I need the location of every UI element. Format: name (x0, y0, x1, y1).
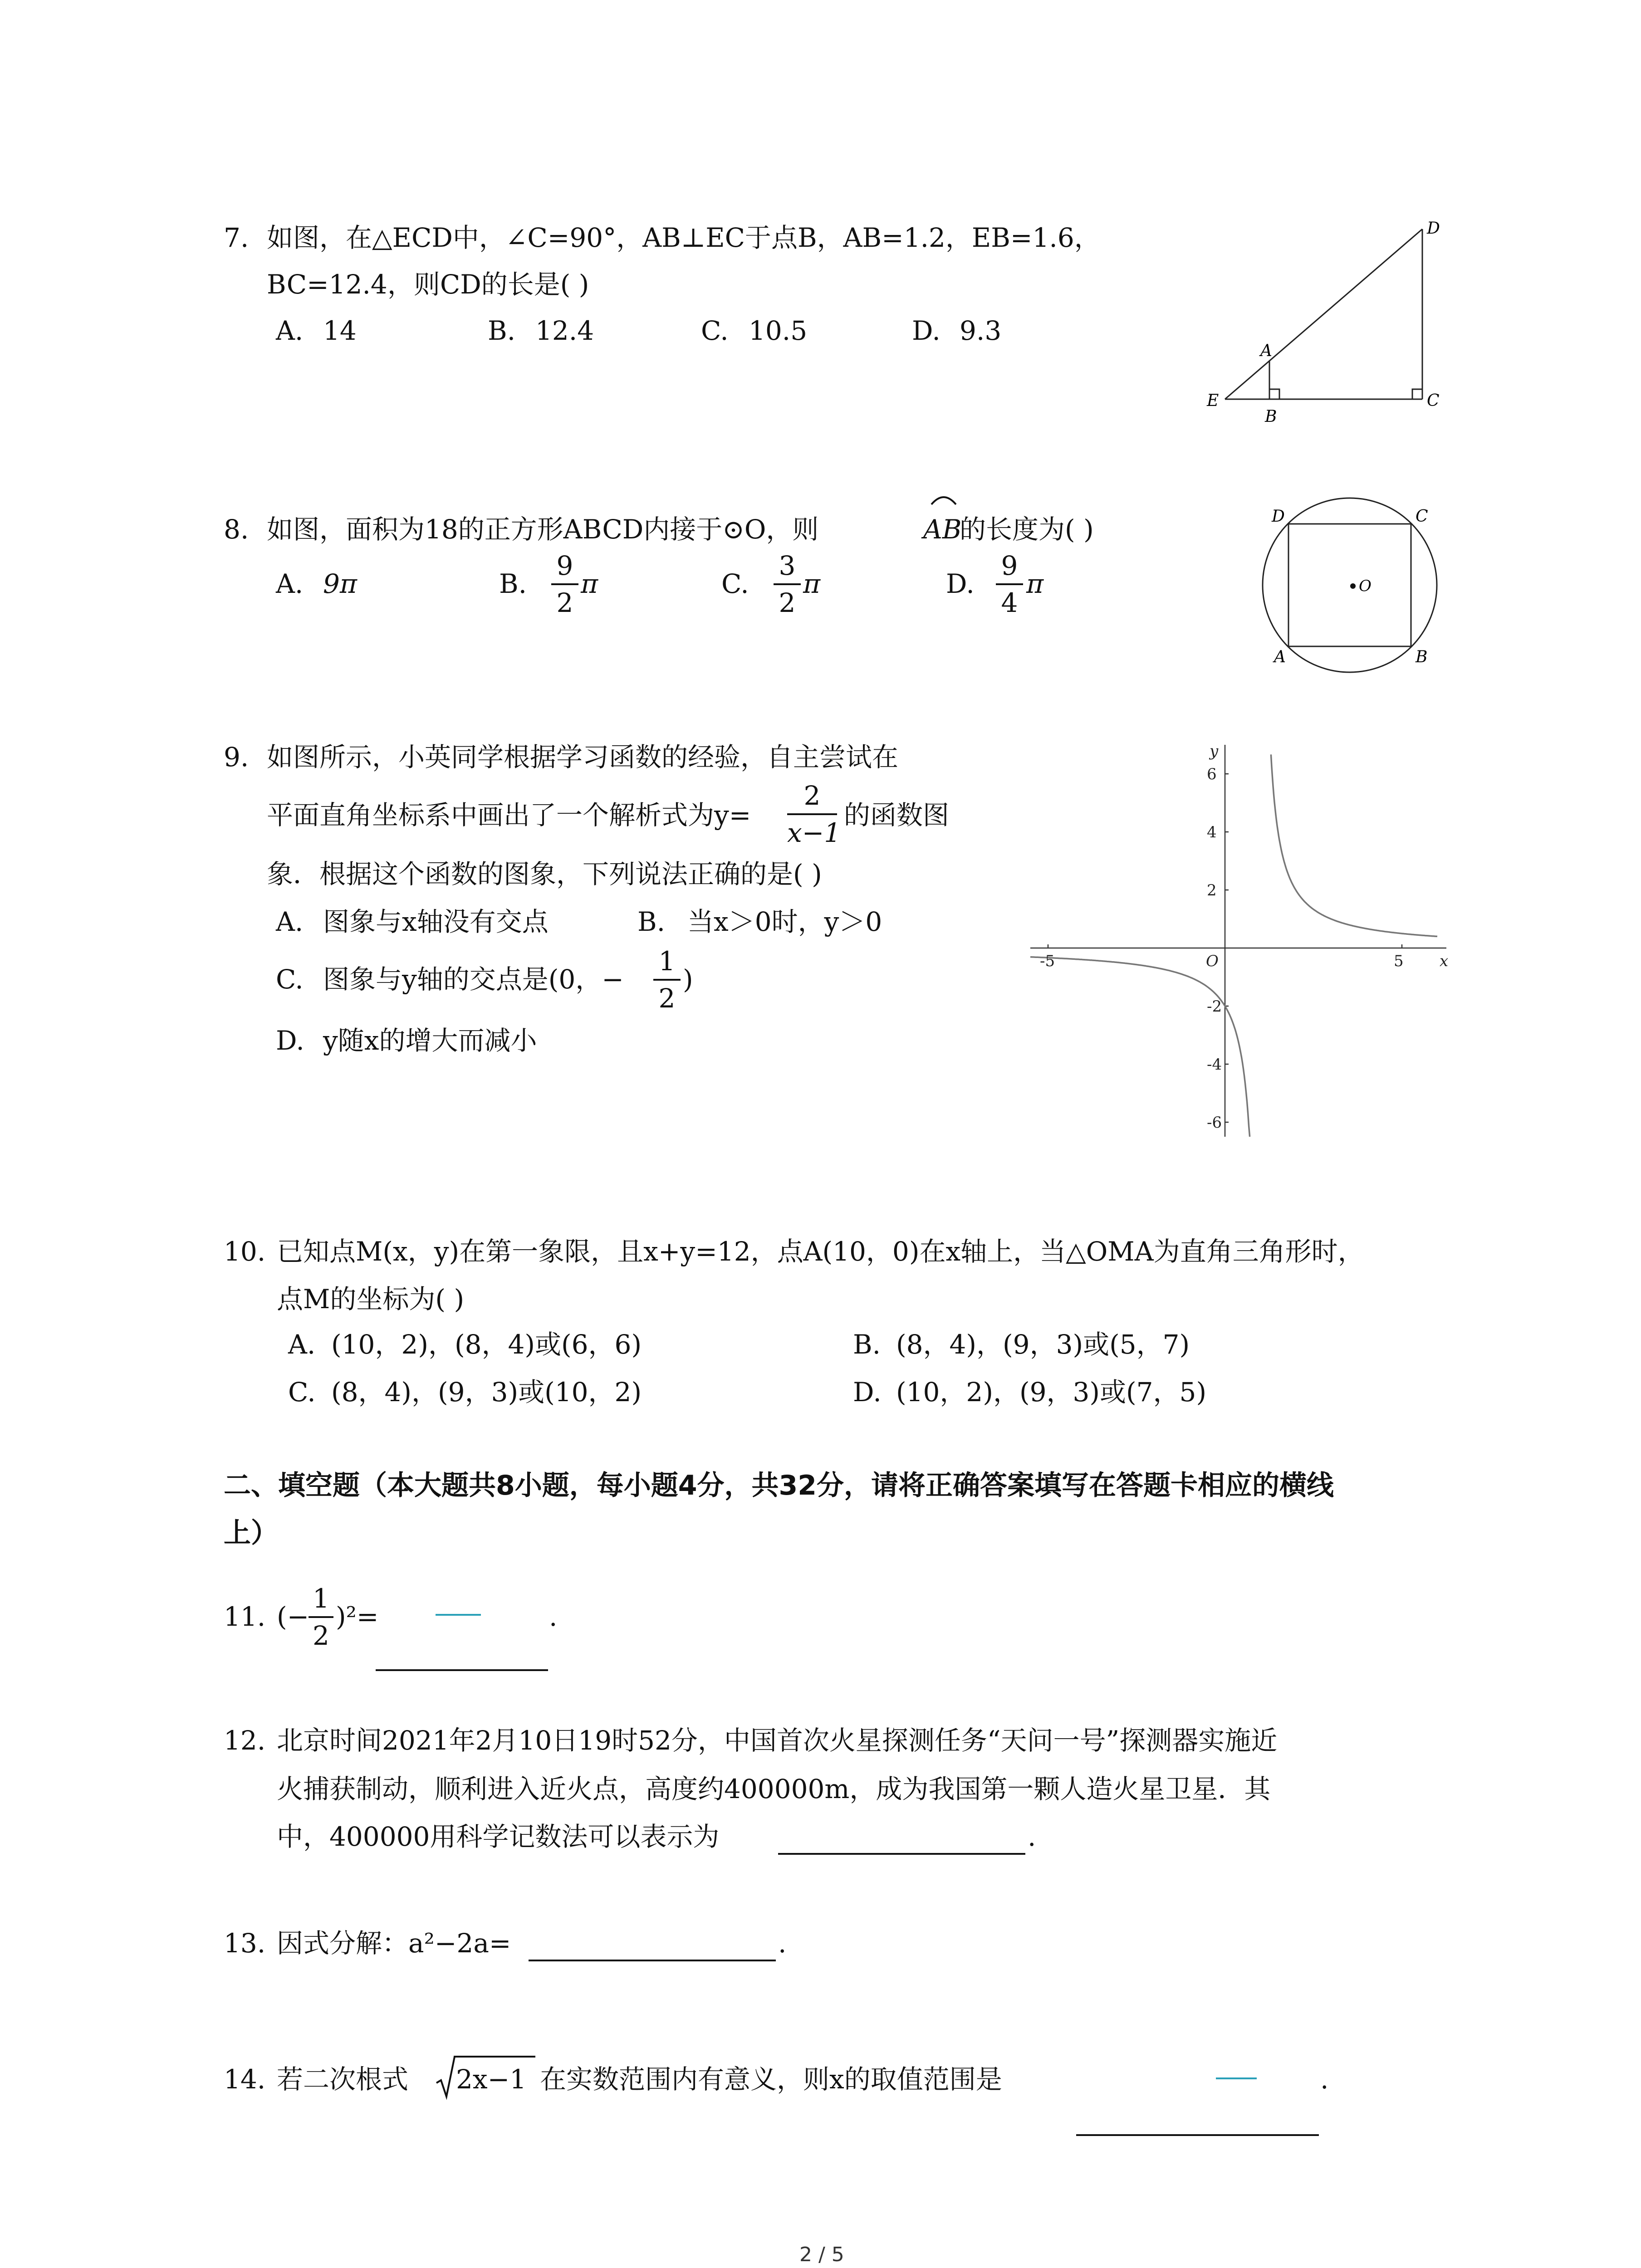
q8-point-b: B (1416, 648, 1428, 666)
q9-function-graph (1040, 739, 1452, 1166)
q7-option-b-label: B. (488, 315, 516, 346)
q11-numerator: 1 (313, 1583, 329, 1614)
q7-point-d: D (1427, 219, 1440, 238)
q9-option-a-text: 图象与x轴没有交点 (323, 906, 549, 937)
q10-option-a-label: A. (288, 1329, 316, 1360)
q9-option-c-numerator: 1 (658, 946, 676, 977)
q14-radicand: 2x−1 (456, 2064, 527, 2095)
q12-stem-line1: 北京时间2021年2月10日19时52分，中国首次火星探测任务“天问一号”探测器实施近 (277, 1725, 1278, 1756)
q8-option-d-denominator: 4 (1001, 587, 1018, 618)
q7-stem-line2: BC=12.4，则CD的长是( ) (267, 269, 589, 300)
q9-number: 9. (224, 742, 249, 772)
q11-answer-mark (436, 1614, 481, 1616)
q8-stem-before: 如图，面积为18的正方形ABCD内接于⊙O，则 (267, 514, 819, 545)
q14-answer-mark (1216, 2077, 1257, 2079)
curve-branch-1 (1030, 957, 1250, 1137)
q8-option-d-pi: π (1026, 568, 1044, 599)
q9-option-c-denominator: 2 (658, 983, 676, 1014)
q8-option-c-pi: π (803, 568, 821, 599)
q10-option-c-label: C. (288, 1377, 316, 1408)
q14-number: 14. (224, 2064, 266, 2095)
q9-option-d-label: D. (276, 1025, 304, 1056)
q13-stem: 因式分解：a²−2a= (277, 1928, 511, 1959)
q10-option-c-text: (8，4)，(9，3)或(10，2) (331, 1377, 642, 1408)
q8-stem-after: 的长度为( ) (960, 514, 1094, 545)
q7-option-c-label: C. (701, 315, 729, 346)
q8-option-c-numerator: 3 (779, 550, 796, 581)
q13-number: 13. (224, 1928, 266, 1959)
q8-option-b-denominator: 2 (556, 587, 573, 618)
q9-option-d-text: y随x的增大而减小 (323, 1025, 537, 1056)
fraction-bar (996, 583, 1023, 585)
q8-arc-mark (928, 489, 960, 507)
q12-answer-blank[interactable] (778, 1853, 1025, 1855)
q9-stem-line2-before: 平面直角坐标系中画出了一个解析式为y= (267, 800, 751, 831)
q11-number: 11. (224, 1601, 266, 1632)
q7-point-b: B (1265, 407, 1277, 426)
fraction-bar (309, 1616, 333, 1618)
q10-option-d-text: (10，2)，(9，3)或(7，5) (896, 1377, 1207, 1408)
q8-point-d: D (1272, 507, 1285, 526)
y-tick-label: 4 (1207, 823, 1217, 841)
fraction-bar (551, 583, 578, 585)
q7-triangle-figure (1202, 213, 1456, 431)
q11-answer-blank[interactable] (376, 1669, 548, 1671)
q8-option-c-fraction (774, 552, 801, 616)
q8-option-d-label: D. (946, 568, 975, 599)
q9-stem-line2-after: 的函数图 (844, 800, 950, 831)
q11-end: . (549, 1601, 558, 1632)
q11-suffix: )²= (336, 1601, 379, 1632)
q14-answer-blank[interactable] (1076, 2134, 1319, 2136)
q7-option-d-text: 9.3 (960, 315, 1002, 346)
q9-option-c-close: ) (683, 964, 693, 995)
q12-stem-line3: 中，400000用科学记数法可以表示为 (277, 1821, 720, 1852)
q7-option-b-text: 12.4 (535, 315, 594, 346)
q8-option-a-text: 9π (323, 568, 358, 599)
q14-radical-bar (454, 2056, 535, 2058)
q8-option-c-denominator: 2 (779, 587, 796, 618)
q10-option-b-text: (8，4)，(9，3)或(5，7) (896, 1329, 1190, 1360)
q13-end: . (778, 1928, 787, 1959)
q7-point-e: E (1207, 391, 1219, 410)
page-number: 2 / 5 (799, 2243, 844, 2266)
q14-radical-sign (436, 2055, 456, 2100)
q8-arc-ab: AB (923, 514, 962, 545)
q8-option-b-pi: π (581, 568, 598, 599)
q9-option-c-label: C. (276, 964, 304, 995)
fraction-bar (653, 979, 681, 981)
q8-point-o: O (1359, 577, 1372, 595)
y-tick-label: -2 (1207, 997, 1222, 1016)
q9-option-c-text: 图象与y轴的交点是(0，− (323, 964, 624, 995)
y-tick-label: 6 (1207, 765, 1217, 783)
q12-stem-line2: 火捕获制动，顺利进入近火点，高度约400000m，成为我国第一颗人造火星卫星．其 (277, 1774, 1271, 1804)
curve-branch-2 (1271, 754, 1437, 936)
q7-option-c-text: 10.5 (749, 315, 808, 346)
q9-function-fraction (787, 780, 841, 848)
y-axis-label: y (1210, 742, 1219, 760)
origin-label: O (1206, 952, 1219, 970)
y-tick-label: -4 (1207, 1056, 1222, 1074)
q12-end: . (1028, 1821, 1036, 1852)
q8-option-b-numerator: 9 (556, 550, 573, 581)
q11-fraction (309, 1585, 333, 1649)
q7-point-a: A (1260, 342, 1272, 360)
q10-option-b-label: B. (853, 1329, 881, 1360)
q9-option-b-label: B. (637, 906, 666, 937)
y-tick-label: 2 (1207, 881, 1217, 899)
q9-function-denominator: x−1 (787, 817, 841, 848)
q9-option-a-label: A. (276, 906, 304, 937)
q8-option-b-fraction (551, 552, 578, 616)
q8-option-d-fraction (996, 552, 1023, 616)
q12-number: 12. (224, 1725, 266, 1756)
q11-denominator: 2 (313, 1620, 329, 1651)
q7-stem-line1: 如图，在△ECD中，∠C=90°，AB⊥EC于点B，AB=1.2，EB=1.6， (267, 222, 1101, 253)
q8-point-c: C (1416, 507, 1428, 526)
q7-option-a-label: A. (276, 315, 304, 346)
q7-option-d-label: D. (912, 315, 941, 346)
q8-number: 8. (224, 514, 249, 545)
y-tick-label: -6 (1207, 1114, 1222, 1132)
q13-answer-blank[interactable] (529, 1960, 776, 1961)
q7-number: 7. (224, 222, 249, 253)
q14-end: . (1320, 2064, 1329, 2095)
q8-point-a: A (1274, 648, 1286, 666)
q9-function-numerator: 2 (803, 780, 821, 811)
q11-prefix: (− (277, 1601, 309, 1632)
q8-option-d-numerator: 9 (1001, 550, 1018, 581)
q8-option-c-label: C. (721, 568, 749, 599)
x-axis-label: x (1440, 952, 1449, 970)
q14-stem-before: 若二次根式 (277, 2064, 409, 2095)
fraction-bar (774, 583, 801, 585)
q14-stem-after: 在实数范围内有意义，则x的取值范围是 (540, 2064, 1002, 2095)
q9-option-c-fraction (653, 948, 681, 1012)
x-tick-label: -5 (1040, 952, 1055, 970)
q9-stem-line3: 象．根据这个函数的图象，下列说法正确的是( ) (267, 859, 822, 890)
fraction-bar (787, 813, 837, 815)
section-2-heading-line1: 二、填空题（本大题共8小题，每小题4分，共32分，请将正确答案填写在答题卡相应的横线 (224, 1470, 1334, 1501)
q7-option-a-text: 14 (323, 315, 357, 346)
q10-stem-line2: 点M的坐标为( ) (277, 1284, 465, 1315)
q10-option-d-label: D. (853, 1377, 882, 1408)
section-2-heading-line2: 上） (224, 1517, 278, 1549)
q9-option-b-text: 当x＞0时，y＞0 (687, 906, 882, 937)
q8-circle-figure (1243, 499, 1452, 680)
q8-option-b-label: B. (499, 568, 527, 599)
q7-point-c: C (1427, 391, 1440, 410)
q8-option-a-label: A. (276, 568, 304, 599)
q10-stem-line1: 已知点M(x，y)在第一象限，且x+y=12，点A(10，0)在x轴上，当△OMA为直角三角形时， (277, 1236, 1364, 1267)
x-tick-label: 5 (1394, 952, 1404, 970)
q10-option-a-text: (10，2)，(8，4)或(6，6) (331, 1329, 642, 1360)
q10-number: 10. (224, 1236, 266, 1267)
q9-stem-line1: 如图所示，小英同学根据学习函数的经验，自主尝试在 (267, 742, 899, 772)
